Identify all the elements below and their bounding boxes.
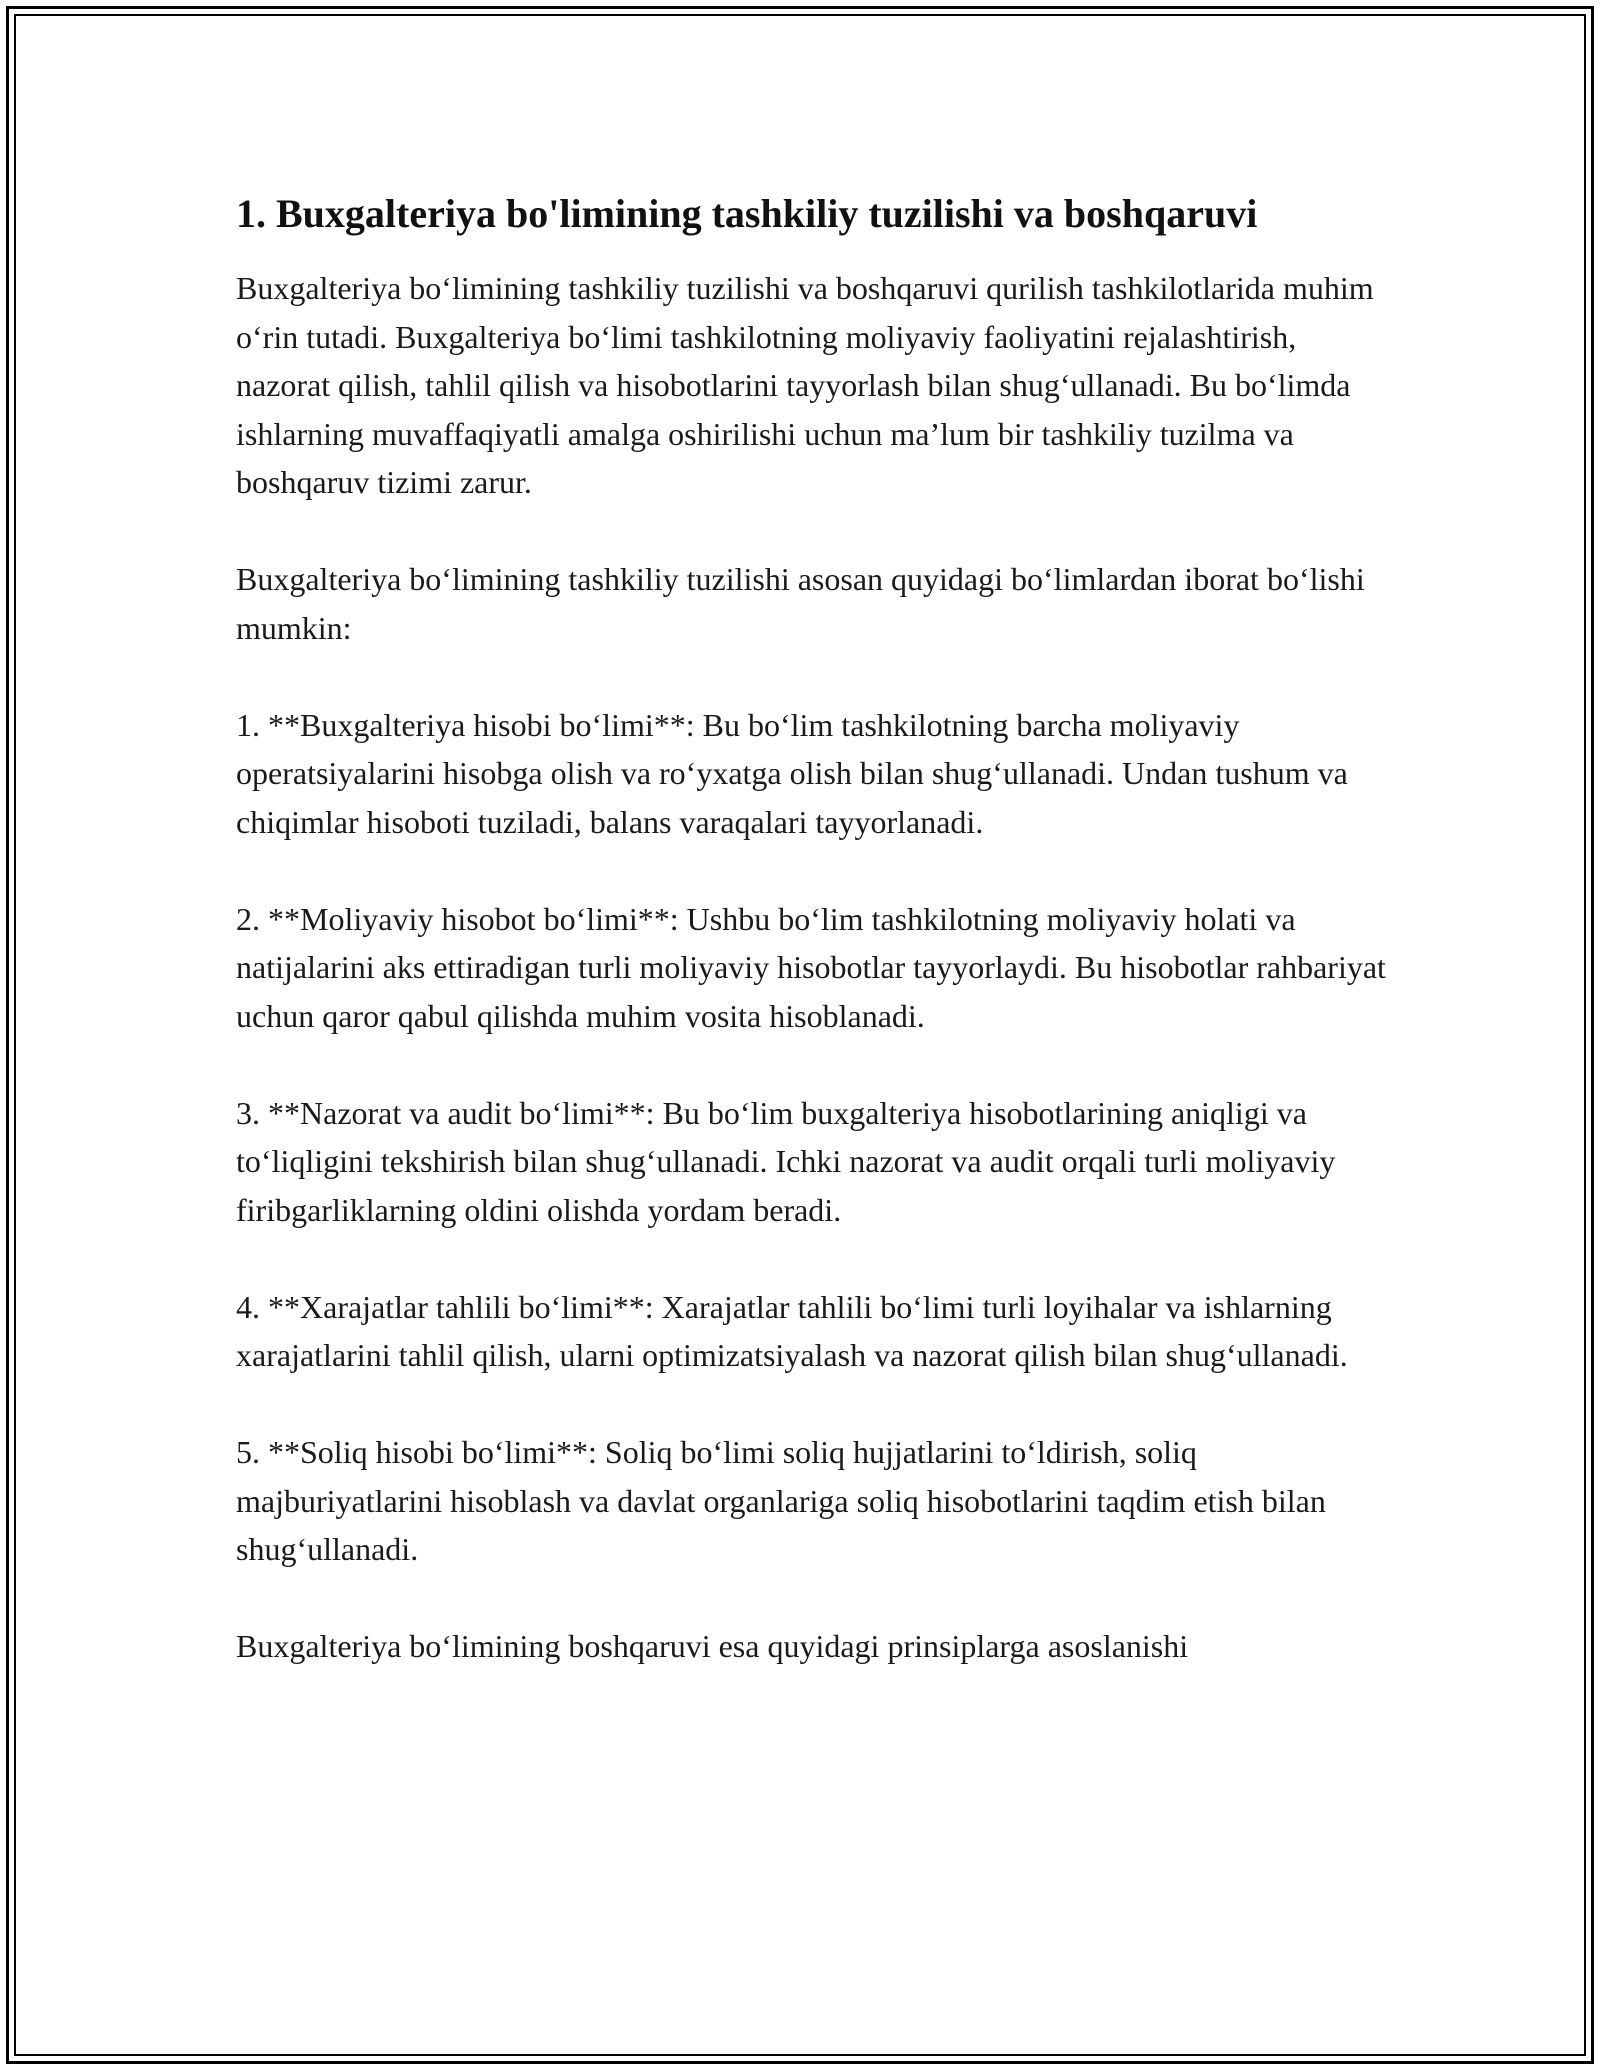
document-body bbox=[236, 186, 1386, 1671]
list-item-accounting: 1. **Buxgalteriya hisobi bo‘limi**: Bu bo‘lim tashkilotning barcha moliyaviy operatsiyalarini hisobga olish va ro‘yxatga olish bilan shug‘ullanadi. Undan tushum va chiqimlar hisoboti tuziladi, balans varaqalari tayyorlanadi. bbox=[236, 706, 1348, 840]
list-item-financial-reporting: 2. **Moliyaviy hisobot bo‘limi**: Ushbu bo‘lim tashkilotning moliyaviy holati va natijalarini aks ettiradigan turli moliyaviy hisobotlar tayyorlaydi. Bu hisobotlar rahbariyat uchun qaror qabul qilishda muhim vosita hisoblanadi. bbox=[236, 900, 1386, 1034]
list-item-cost-analysis: 4. **Xarajatlar tahlili bo‘limi**: Xarajatlar tahlili bo‘limi turli loyihalar va ishlarning xarajatlarini tahlil qilish, ularni optimizatsiyalash va nazorat qilish bilan shug‘ullanadi. bbox=[236, 1288, 1348, 1373]
paragraph-management: Buxgalteriya bo‘limining boshqaruvi esa quyidagi prinsiplarga asoslanishi bbox=[236, 1628, 1189, 1664]
paragraph-intro: Buxgalteriya bo‘limining tashkiliy tuzilishi va boshqaruvi qurilish tashkilotlarida muhim o‘rin tutadi. Buxgalteriya bo‘limi tashkilotning moliyaviy faoliyatini rejalashtirish, nazorat qilish, tahlil qilish va hisobotlarini tayyorlash bilan shug‘ullanadi. Bu bo‘limda ishlarning muvaffaqiyatli amalga oshirilishi uchun ma’lum bir tashkiliy tuzilma va boshqaruv tizimi zarur. bbox=[236, 270, 1374, 500]
list-item-control-audit: 3. **Nazorat va audit bo‘limi**: Bu bo‘lim buxgalteriya hisobotlarining aniqligi va to‘liqligini tekshirish bilan shug‘ullanadi. Ichki nazorat va audit orqali turli moliyaviy firibgarliklarning oldini olishda yordam beradi. bbox=[236, 1094, 1336, 1228]
paragraph-structure: Buxgalteriya bo‘limining tashkiliy tuzilishi asosan quyidagi bo‘limlardan iborat bo‘lishi mumkin: bbox=[236, 561, 1365, 646]
document-title: 1. Buxgalteriya bo'limining tashkiliy tuzilishi va boshqaruvi bbox=[236, 191, 1258, 236]
list-item-tax-accounting: 5. **Soliq hisobi bo‘limi**: Soliq bo‘limi soliq hujjatlarini to‘ldirish, soliq majburiyatlarini hisoblash va davlat organlariga soliq hisobotlarini taqdim etish bilan shug‘ullanadi. bbox=[236, 1434, 1326, 1567]
